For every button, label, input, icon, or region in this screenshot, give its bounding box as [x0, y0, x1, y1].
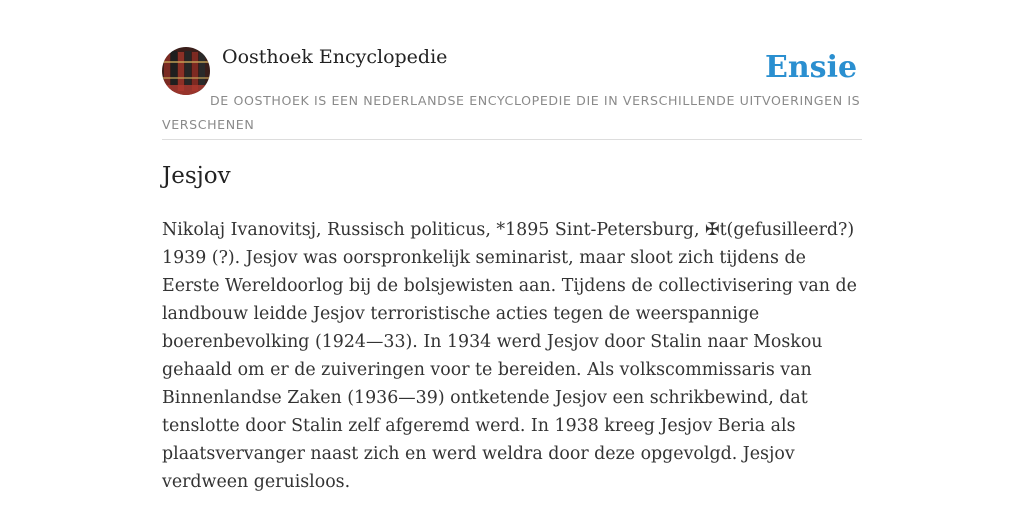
- site-name[interactable]: Oosthoek Encyclopedie: [222, 46, 448, 68]
- article-body: Nikolaj Ivanovitsj, Russisch politicus, *1895 Sint-Petersburg, ✠t(gefusilleerd?) 1939 (?). Jesjov was oorspronkelijk seminarist, maar sloot zich tijdens de Eerste Wereldoorlog bij de bolsjewisten aan. Tijdens de collectivisering van de landbouw leidde Jesjov terroristische acties tegen de weerspannige boerenbevolking (1924—33). In 1934 werd Jesjov door Stalin naar Moskou gehaald om er de zuiveringen voor te bereiden. Als volkscommissaris van Binnenlandse Zaken (1936—39) ontketende Jesjov een schrikbewind, dat tenslotte door Stalin zelf afgeremd werd. In 1938 kreeg Jesjov Beria als plaatsvervanger naast zich en werd weldra door deze opgevolgd. Jesjov verdween geruisloos.: [162, 220, 857, 492]
- encyclopedia-books-icon: [162, 47, 210, 95]
- article-title: Jesjov: [162, 163, 231, 189]
- site-tagline: DE OOSTHOEK IS EEN NEDERLANDSE ENCYCLOPEDIE DIE IN VERSCHILLENDE UITVOERINGEN IS VERSCHENEN: [162, 93, 861, 132]
- brand-logo[interactable]: Ensie: [765, 50, 858, 85]
- header-divider: [162, 139, 862, 140]
- avatar[interactable]: [162, 47, 210, 95]
